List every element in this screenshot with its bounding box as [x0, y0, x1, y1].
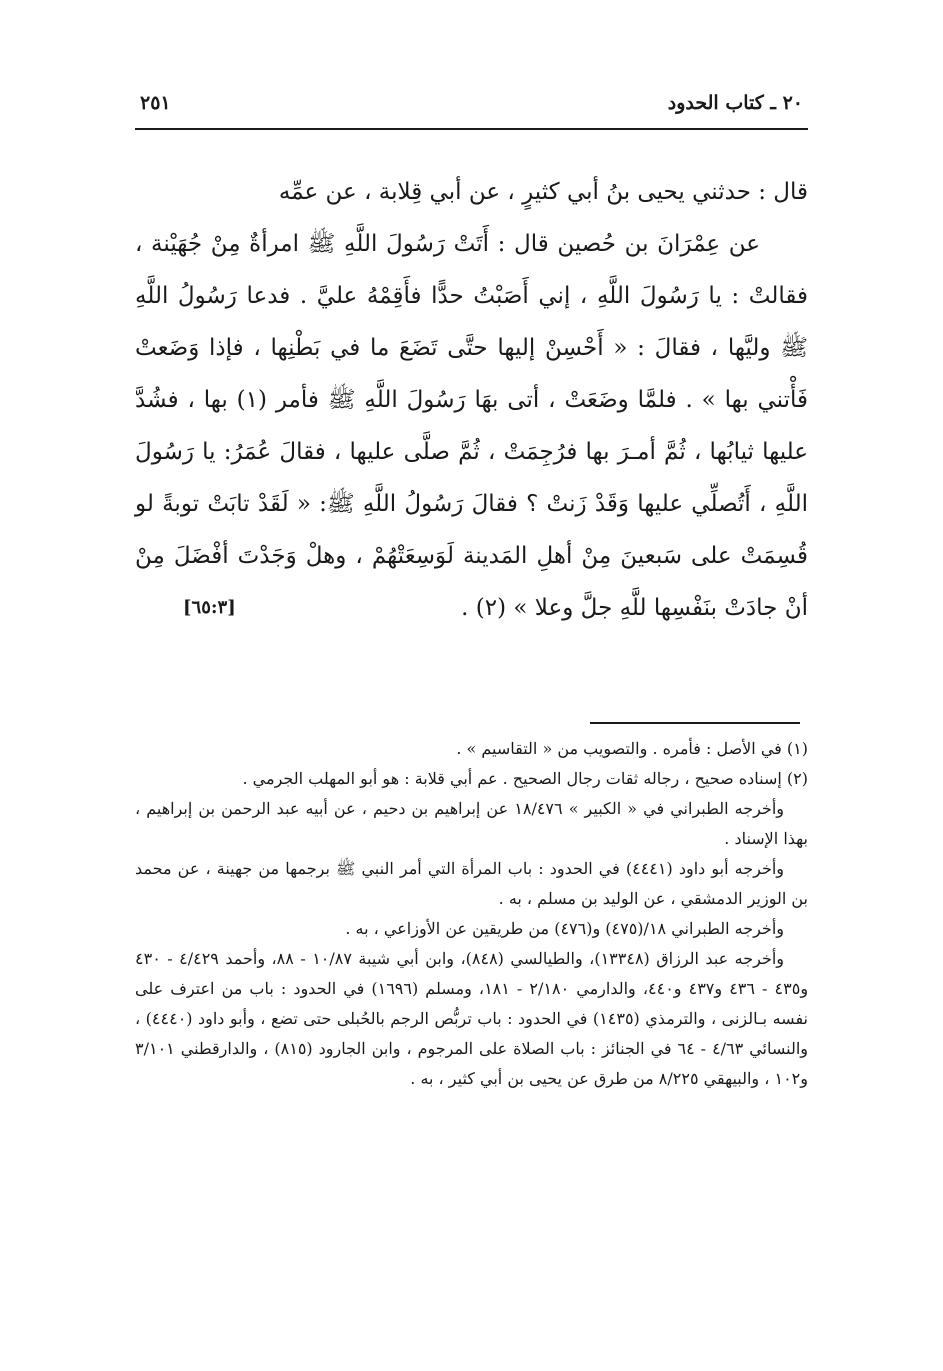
intro-line: قال : حدثني يحيى بنُ أبي كثيرٍ ، عن أبي قِلابة ، عن عمِّه	[278, 179, 808, 205]
footnote-2-tabarani: وأخرجه الطبراني في « الكبير » ١٨/٤٧٦ عن إبراهيم بن دحيم ، عن أبيه عبد الرحمن بن إبراهيم ، بهذا الإسناد .	[135, 799, 808, 848]
running-head: ٢٠ ـ كتاب الحدود	[667, 92, 803, 114]
footnote-1: (١) في الأصل : فأمره . والتصويب من « التقاسيم » .	[456, 739, 808, 758]
reference-bracket: [٦٥:٣]	[183, 597, 236, 618]
header-rule	[135, 128, 808, 130]
footnote-rule	[590, 722, 800, 724]
page-number: ٢٥١	[140, 92, 171, 114]
footnote-2-abu-dawud: وأخرجه أبو داود (٤٤٤١) في الحدود : باب المرأة التي أمر النبي ﷺ برجمها من جهينة ، عن محمد بن الوزير الدمشقي ، عن الوليد بن مسلم ، به .	[135, 859, 808, 908]
hadith-text: عن عِمْرَانَ بن حُصين قال : أَتَتْ رَسُولَ اللَّهِ ﷺ امرأةٌ مِنْ جُهَيْنة ، فقالتْ : يا رَسُولَ اللَّهِ ، إني أَصَبْتُ حدًّا فأَقِمْهُ عليَّ . فدعا رَسُولُ اللَّهِ ﷺ وليَّها ، فقالَ : « أَحْسِنْ إليها حتَّى تَضَعَ ما في بَطْنِها ، فإذا وَضَعتْ فَأْتني بها » . فلمَّا وضَعَتْ ، أتى بهَا رَسُولَ اللَّهِ ﷺ فأمر (١) بها ، فشُدَّ عليها ثيابُها ، ثُمَّ أمـرَ بها فرُجِمَتْ ، ثُمَّ صلَّى عليها ، فقالَ عُمَرُ: يا رَسُولَ اللَّهِ ، أَتُصلِّي عليها وَقَدْ زَنتْ ؟ فقالَ رَسُولُ اللَّهِ ﷺ: « لَقَدْ تابَتْ توبةً لو قُسِمَتْ على سَبعينَ مِنْ أهلِ المَدينة لَوَسِعَتْهُمْ ، وهلْ وَجَدْتَ أفْضَلَ مِنْ أنْ جادَتْ بنَفْسِها للَّهِ جلَّ وعلا » (٢) .	[135, 231, 809, 621]
page-header	[140, 92, 803, 124]
main-text	[135, 166, 808, 634]
footnote-2: (٢) إسناده صحيح ، رجاله ثقات رجال الصحيح . عم أبي قلابة : هو أبو المهلب الجرمي .	[242, 769, 808, 788]
footnote-2-tabarani-awzai: وأخرجه الطبراني ١٨/(٤٧٥) و(٤٧٦) من طريقين عن الأوزاعي ، به .	[345, 919, 784, 938]
hadith-paragraph	[135, 218, 808, 634]
footnotes	[135, 734, 808, 1094]
footnote-2-abdurrazzaq: وأخرجه عبد الرزاق (١٣٣٤٨)، والطيالسي (٨٤٨)، وابن أبي شيبة ١٠/٨٧ - ٨٨، وأحمد ٤/٤٢٩ - ٤٣٠ و٤٣٥ - ٤٣٦ و٤٣٧ و٤٤٠، والدارمي ٢/١٨٠ - ١٨١، ومسلم (١٦٩٦) في الحدود : باب من اعترف على نفسه بـالزنى ، والترمذي (١٤٣٥) في الحدود : باب تربُّص الرجم بالحُبلى حتى تضع ، وأبو داود (٤٤٤٠) ، والنسائي ٤/٦٣ - ٦٤ في الجنائز : باب الصلاة على المرجوم ، وابن الجارود (٨١٥) ، والدارقطني ٣/١٠١ و١٠٢ ، والبيهقي ٨/٢٢٥ من طرق عن يحيى بن أبي كثير ، به .	[135, 949, 809, 1088]
